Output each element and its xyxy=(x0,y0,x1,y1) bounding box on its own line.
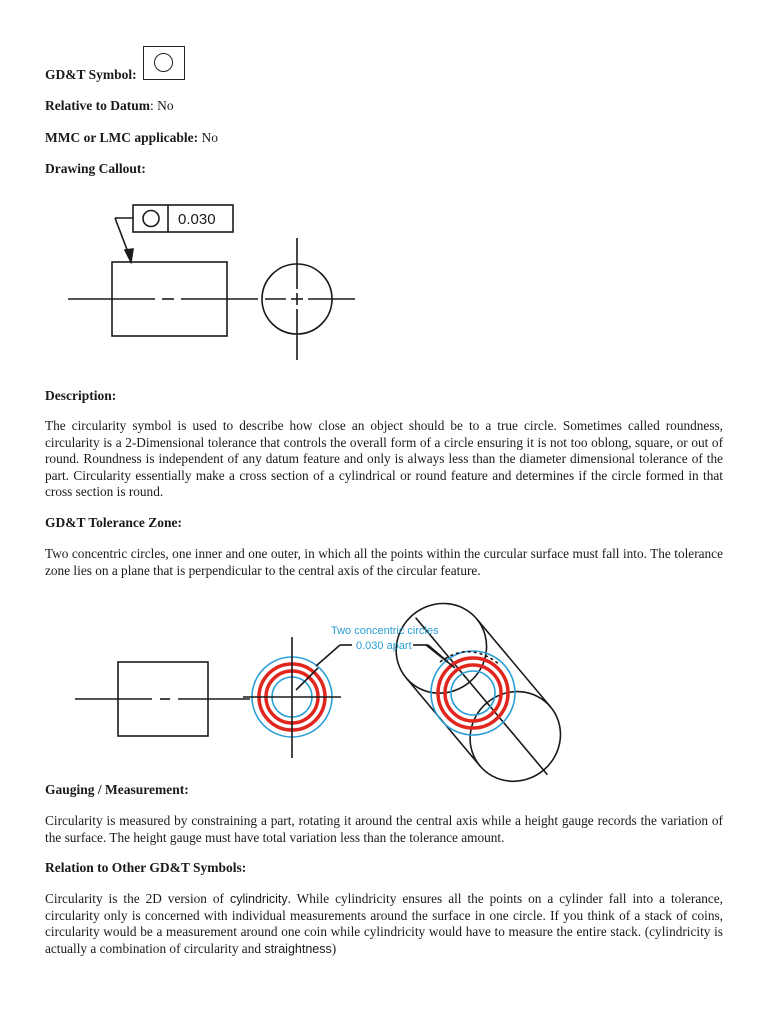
symbol-label: GD&T Symbol: xyxy=(45,67,137,82)
mmc-label: MMC or LMC applicable: xyxy=(45,130,199,145)
straightness-link[interactable]: straightness xyxy=(264,941,332,956)
relation-heading: Relation to Other GD&T Symbols: xyxy=(45,860,247,875)
gauging-text: Circularity is measured by constraining a part, rotating it around the central axis while a height gauge records the variation of the surface. The height gauge must have total variation less than the tolerance amount. xyxy=(45,813,723,845)
cylinder-drawing xyxy=(378,585,583,804)
tolerance-zone-text: Two concentric circles, one inner and one outer, in which all the points within the curcular surface must fall into. The tolerance zone lies on a plane that is perpendicular to the central axis of the circular feature. xyxy=(45,546,723,578)
mmc-value: No xyxy=(198,130,218,145)
frame-tolerance-value: 0.030 xyxy=(178,211,216,228)
cylindricity-link[interactable]: cylindricity xyxy=(229,892,288,906)
relation-text-3: ) xyxy=(331,940,337,956)
datum-value: No xyxy=(153,98,174,113)
cyl-inner-blue xyxy=(451,671,495,715)
callout-heading: Drawing Callout: xyxy=(45,161,146,176)
relation-text-2: . While cylindricity ensures all the points on a cylinder fall into a tolerance, circularity only is concerned with individual measurements around the surface in one circle. If you think of a stack of coins, circularity would be a measurement around one coin while cylindricity would have to measure the entire stack. (cylindricity is actually a combination of circularity and xyxy=(45,891,723,956)
cyl-inner-red xyxy=(445,665,501,721)
datum-label: Relative to Datum xyxy=(45,98,150,113)
description-text: The circularity symbol is used to describe how close an object should be to a true circle. Sometimes called roundness, circularity is a 2-Dimensional tolerance that controls the overall form of a circle ensuring it is not too oblong, square, or out of round. Roundness is independent of any datum feature and only is always less than the diameter dimensional tolerance of the part. Circularity essentially make a cross section of a cylindrical or round feature and determines if the circle formed in that cross section is round. xyxy=(45,418,723,499)
relation-text-1: Circularity is the 2D version of xyxy=(45,891,230,906)
relation-text xyxy=(45,891,723,957)
zone-label-line2: 0.030 apart xyxy=(356,640,412,652)
gauging-heading: Gauging / Measurement: xyxy=(45,782,189,797)
description-heading: Description: xyxy=(45,388,117,403)
datum-sep: : xyxy=(149,98,154,113)
tolerance-zone-heading: GD&T Tolerance Zone: xyxy=(45,515,183,530)
zone-label-line1: Two concentric circles xyxy=(331,625,439,637)
